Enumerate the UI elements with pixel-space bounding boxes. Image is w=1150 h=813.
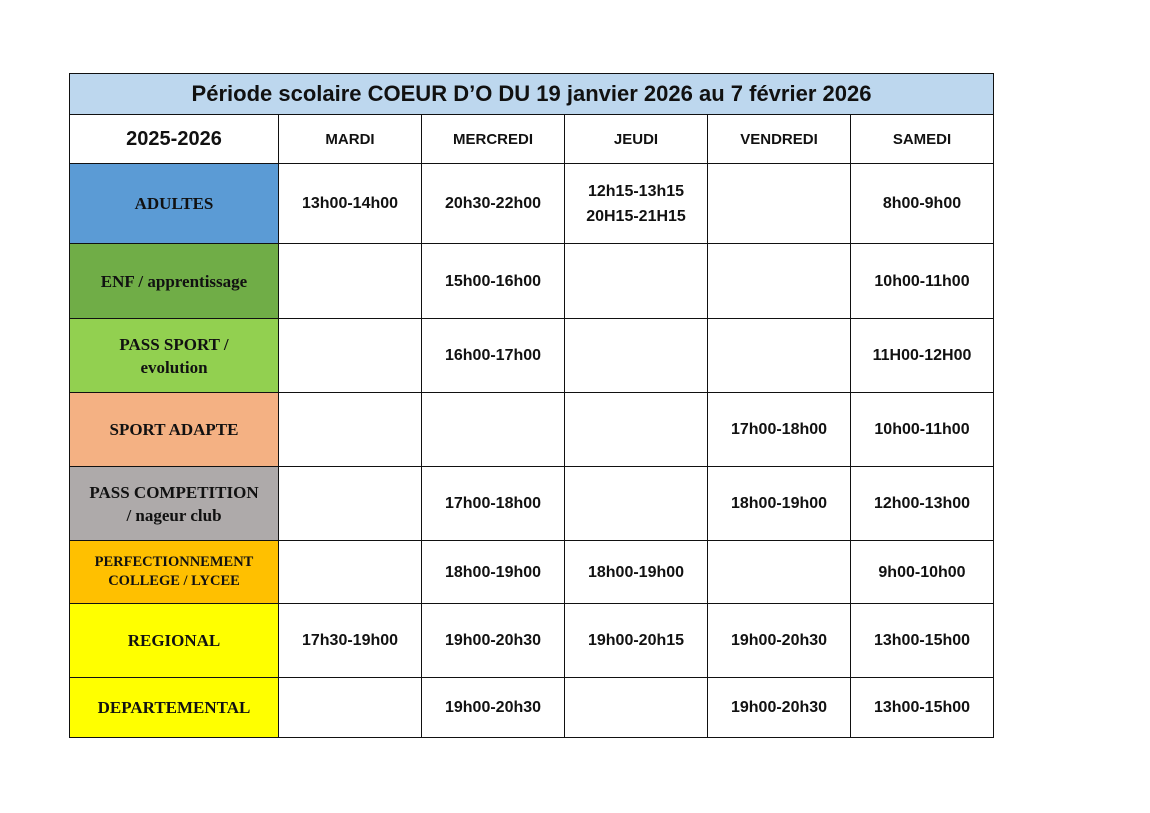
schedule-row <box>70 319 994 393</box>
day-header-jeudi: JEUDI <box>565 115 708 164</box>
time-slot-cell <box>851 678 994 738</box>
category-label-line: evolution <box>140 357 208 377</box>
schedule-row <box>70 467 994 541</box>
category-label <box>70 319 279 393</box>
time-slot: 17h30-19h00 <box>301 632 399 649</box>
time-slot-cell <box>565 393 708 467</box>
time-slot-cell <box>851 244 994 319</box>
category-label-line: REGIONAL <box>127 631 221 650</box>
time-slot-cell <box>565 244 708 319</box>
day-header-mercredi: MERCREDI <box>422 115 565 164</box>
time-slot-cell <box>565 678 708 738</box>
time-slot: 16h00-17h00 <box>444 347 542 364</box>
category-label-line: ENF / apprentissage <box>100 271 248 291</box>
category-label-line: PERFECTIONNEMENT <box>94 554 254 570</box>
time-slot-cell <box>851 604 994 678</box>
time-slot-cell <box>565 604 708 678</box>
day-header-vendredi: VENDREDI <box>708 115 851 164</box>
day-header-samedi: SAMEDI <box>851 115 994 164</box>
time-slot-cell <box>708 678 851 738</box>
time-slot-cell <box>708 164 851 244</box>
time-slot: 20h30-22h00 <box>444 195 542 212</box>
time-slot-cell <box>851 541 994 604</box>
time-slot-cell <box>422 678 565 738</box>
time-slot: 12h15-13h15 <box>587 182 685 200</box>
schedule-table <box>69 73 994 738</box>
time-slot-cell <box>708 467 851 541</box>
time-slot-cell <box>422 604 565 678</box>
category-label <box>70 244 279 319</box>
category-label <box>70 393 279 467</box>
time-slot-cell <box>279 319 422 393</box>
time-slot: 17h00-18h00 <box>444 495 542 512</box>
header-row <box>70 115 994 164</box>
time-slot: 12h00-13h00 <box>873 495 971 512</box>
time-slot-cell <box>279 541 422 604</box>
time-slot: 19h00-20h30 <box>730 632 828 649</box>
time-slot: 8h00-9h00 <box>882 195 962 212</box>
category-label <box>70 164 279 244</box>
time-slot-cell <box>422 164 565 244</box>
category-label-line: COLLEGE / LYCEE <box>108 573 240 589</box>
time-slot: 10h00-11h00 <box>874 272 970 290</box>
schedule-row <box>70 164 994 244</box>
time-slot-cell <box>708 319 851 393</box>
season-label: 2025-2026 <box>70 115 279 164</box>
time-slot: 18h00-19h00 <box>730 495 828 512</box>
time-slot-cell <box>708 244 851 319</box>
category-label-line: SPORT ADAPTE <box>109 420 239 439</box>
time-slot: 17h00-18h00 <box>730 421 828 438</box>
time-slot-cell <box>565 467 708 541</box>
category-label-line: DEPARTEMENTAL <box>97 698 251 717</box>
time-slot: 19h00-20h30 <box>444 699 542 716</box>
schedule-row <box>70 541 994 604</box>
time-slot-cell <box>422 467 565 541</box>
time-slot: 19h00-20h15 <box>587 632 685 649</box>
time-slot-cell <box>422 319 565 393</box>
time-slot: 10h00-11h00 <box>874 421 970 438</box>
schedule-row <box>70 604 994 678</box>
category-label-line: / nageur club <box>126 505 222 525</box>
time-slot-cell <box>279 244 422 319</box>
category-label-line: ADULTES <box>134 194 214 213</box>
page-title: Période scolaire COEUR D’O DU 19 janvier 2026 au 7 février 2026 <box>70 74 994 115</box>
time-slot-cell <box>851 393 994 467</box>
time-slot-cell <box>708 541 851 604</box>
category-label-line: PASS SPORT / <box>119 334 229 354</box>
day-header-mardi: MARDI <box>279 115 422 164</box>
time-slot: 19h00-20h30 <box>444 632 542 649</box>
time-slot: 13h00-15h00 <box>873 632 971 649</box>
title-row <box>70 74 994 115</box>
time-slot: 13h00-15h00 <box>873 699 971 716</box>
time-slot-cell <box>708 393 851 467</box>
time-slot-cell <box>279 604 422 678</box>
time-slot: 18h00-19h00 <box>587 563 685 581</box>
time-slot-cell <box>279 467 422 541</box>
time-slot: 19h00-20h30 <box>730 699 828 716</box>
time-slot-cell <box>565 164 708 244</box>
time-slot-cell <box>851 164 994 244</box>
time-slot: 9h00-10h00 <box>878 563 966 581</box>
category-label <box>70 467 279 541</box>
time-slot-cell <box>279 393 422 467</box>
category-label <box>70 541 279 604</box>
category-label-line: PASS COMPETITION <box>89 482 259 502</box>
time-slot: 11H00-12H00 <box>872 347 972 364</box>
time-slot-cell <box>279 678 422 738</box>
schedule-body <box>70 164 994 738</box>
time-slot-cell <box>851 319 994 393</box>
time-slot-cell <box>565 319 708 393</box>
time-slot: 15h00-16h00 <box>444 272 542 290</box>
time-slot-cell <box>851 467 994 541</box>
time-slot: 18h00-19h00 <box>444 563 542 581</box>
schedule-row <box>70 244 994 319</box>
time-slot-cell <box>422 393 565 467</box>
schedule-row <box>70 393 994 467</box>
time-slot-cell <box>708 604 851 678</box>
time-slot-cell <box>422 244 565 319</box>
time-slot-cell <box>422 541 565 604</box>
time-slot: 13h00-14h00 <box>301 195 399 212</box>
category-label <box>70 678 279 738</box>
time-slot-cell <box>279 164 422 244</box>
time-slot-cell <box>565 541 708 604</box>
time-slot: 20H15-21H15 <box>586 207 686 225</box>
schedule-row <box>70 678 994 738</box>
category-label <box>70 604 279 678</box>
